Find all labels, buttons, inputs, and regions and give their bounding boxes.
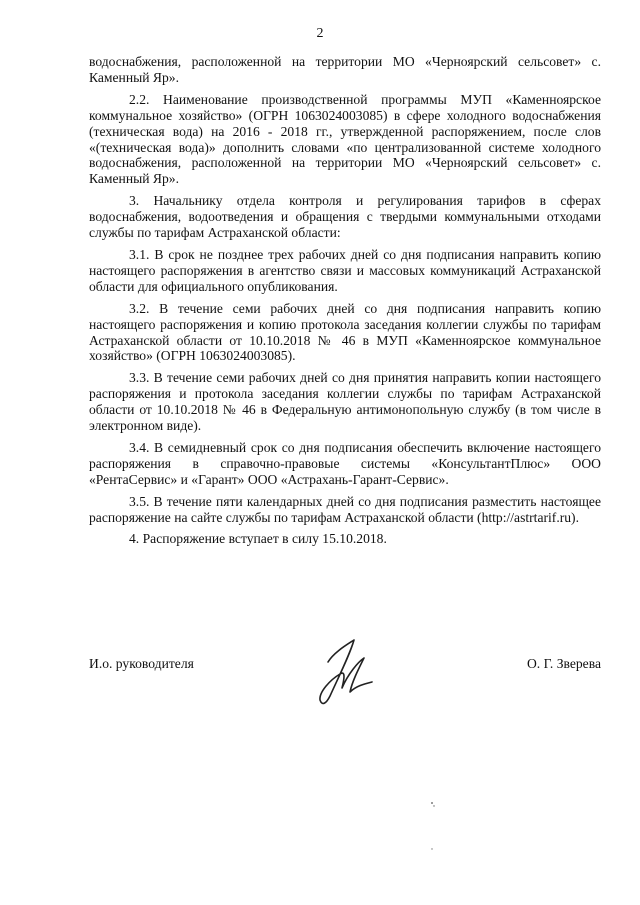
paragraph-3-4: 3.4. В семидневный срок со дня подписания обеспечить включение настоящего распоряжения в справочно-правовые системы «КонсультантПлюс» ООО «РентаСервис» и «Гарант» ООО «Астрахань-Гарант-Сервис». — [89, 439, 601, 487]
signatory-name: О. Г. Зверева — [526, 656, 601, 671]
paragraph-3: 3. Начальнику отдела контроля и регулирования тарифов в сферах водоснабжения, водоотведения и обращения с твердыми коммунальными отходами службы по тарифам Астраханской области: — [89, 193, 601, 241]
signatory-position: И.о. руководителя — [89, 656, 194, 671]
paragraph-3-3: 3.3. В течение семи рабочих дней со дня принятия направить копии настоящего распоряжения и протокола заседания коллегии службы по тарифам Астраханской области от 10.10.2018 № 46 в Федеральную антимонопольную службу (в том числе в электронном виде). — [89, 370, 601, 434]
paragraph-3-1: 3.1. В срок не позднее трех рабочих дней со дня подписания направить копию настоящего распоряжения в агентство связи и массовых коммуникаций Астраханской области для официального опубликования. — [89, 246, 601, 294]
paragraph-2-2: 2.2. Наименование производственной программы МУП «Каменноярское коммунальное хозяйство» (ОГРН 1063024003085) в сфере холодного водоснабжения (техническая вода) на 2016 - 2018 гг., утвержденной распоряжением, после слов «(техническая вода)» дополнить словами «по централизованной системе холодного водоснабжения, расположенной на территории МО «Черноярский сельсовет» с. Каменный Яр». — [89, 91, 601, 187]
page-number: 2 — [316, 26, 324, 41]
paragraph-4: 4. Распоряжение вступает в силу 15.10.2018. — [129, 531, 387, 547]
paragraph-continuation: водоснабжения, расположенной на территории МО «Черноярский сельсовет» с. Каменный Яр». — [89, 54, 601, 85]
paragraph-3-5: 3.5. В течение пяти календарных дней со дня подписания разместить настоящее распоряжение на сайте службы по тарифам Астраханской области (http://astrtarif.ru). — [89, 493, 601, 525]
paragraph-3-2: 3.2. В течение семи рабочих дней со дня подписания направить копию настоящего распоряжения и копию протокола заседания коллегии службы по тарифам Астраханской области от 10.10.2018 № 46 в МУП «Каменноярское коммунальное хозяйство» (ОГРН 1063024003085). — [89, 300, 601, 364]
